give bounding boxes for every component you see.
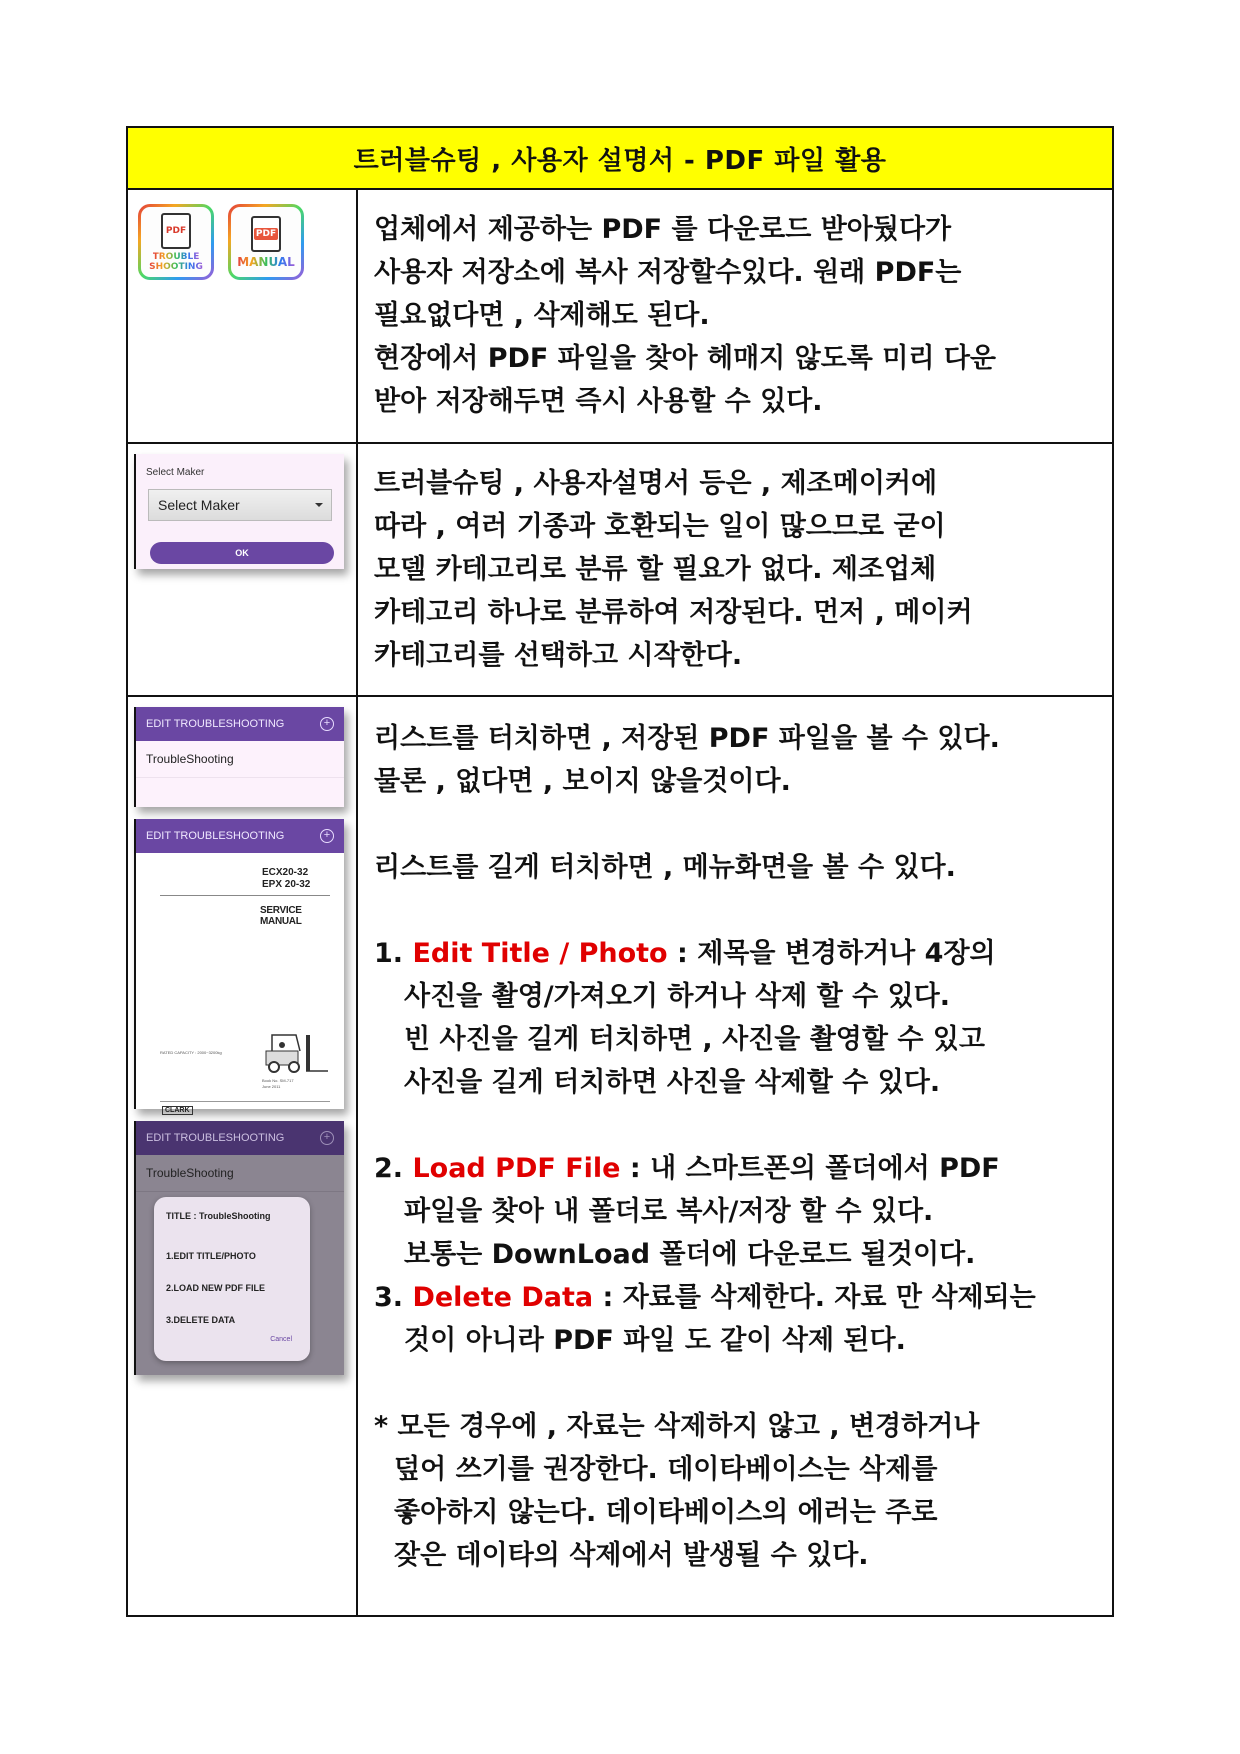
row2-text-cell: [358, 444, 1112, 695]
text-line: 카테고리 하나로 분류하여 저장된다. 먼저 , 메이커: [374, 597, 973, 628]
list-item[interactable]: TroubleShooting: [136, 741, 344, 778]
note-line: * 모든 경우에 , 자료는 삭제하지 않고 , 변경하거나: [374, 1411, 980, 1442]
row-list-menu: [128, 697, 1112, 1615]
menu-item-edit-title-photo[interactable]: 1.EDIT TITLE/PHOTO: [166, 1251, 256, 1261]
rated-capacity: RATED CAPACITY : 2000~3200kg: [160, 1050, 222, 1055]
app-bar: [136, 707, 344, 741]
text-line: 업체에서 제공하는 PDF 를 다운로드 받아뒀다가: [374, 214, 952, 245]
divider: [160, 1101, 330, 1102]
list-item[interactable]: TroubleShooting: [136, 1155, 344, 1192]
divider: [160, 895, 330, 896]
text-line: 리스트를 길게 터치하면 , 메뉴화면을 볼 수 있다.: [374, 852, 956, 883]
item-number: 2.: [374, 1153, 413, 1184]
text-line: 사진을 촬영/가져오기 하거나 삭제 할 수 있다.: [404, 981, 950, 1012]
text-line: 모델 카테고리로 분류 할 필요가 없다. 제조업체: [374, 554, 937, 585]
icon-label: MANUAL: [237, 254, 295, 269]
select-maker-screenshot: [134, 454, 344, 569]
item-text: : 내 스마트폰의 폴더에서 PDF: [620, 1153, 1000, 1184]
item-keyword: Load PDF File: [412, 1153, 621, 1184]
maker-dropdown[interactable]: [148, 489, 332, 521]
item-keyword: Edit Title / Photo: [412, 938, 668, 969]
app-bar: [136, 819, 344, 853]
book-number: Book No. SM-717: [262, 1078, 294, 1083]
text-line: 리스트를 터치하면 , 저장된 PDF 파일을 볼 수 있다.: [374, 723, 1000, 754]
spacer: [374, 889, 1096, 932]
row-select-maker: [128, 444, 1112, 697]
pdf-document-icon: PDF: [161, 213, 191, 249]
pdf-page: [136, 853, 344, 1114]
icon-label: TROUBLE: [152, 251, 200, 262]
text-line: 트러블슈팅 , 사용자설명서 등은 , 제조메이커에: [374, 468, 938, 499]
text-line: 보통는 DownLoad 폴더에 다운로드 될것이다.: [404, 1239, 976, 1270]
text-line: 따라 , 여러 기종과 호환되는 일이 많으므로 굳이: [374, 511, 946, 542]
row3-image-cell: [128, 697, 358, 1615]
page-title: 트러블슈팅 , 사용자 설명서 - PDF 파일 활용: [128, 128, 1112, 190]
text-line: 카테고리를 선택하고 시작한다.: [374, 640, 743, 671]
item-text: : 자료를 삭제한다. 자료 만 삭제되는: [593, 1282, 1036, 1313]
dropdown-caret-icon: [315, 503, 323, 507]
document-table: [126, 126, 1114, 1617]
pdf-document-icon: PDF: [251, 216, 281, 252]
item-keyword: Delete Data: [412, 1282, 594, 1313]
pdf-manual-icon: [228, 204, 304, 280]
add-icon[interactable]: +: [320, 717, 334, 731]
cancel-button[interactable]: Cancel: [270, 1336, 292, 1343]
options-dialog: [154, 1197, 310, 1361]
menu-item-delete-data[interactable]: 3.DELETE DATA: [166, 1315, 236, 1325]
row3-text-cell: [358, 697, 1112, 1615]
book-date: June 2011: [262, 1084, 281, 1089]
dialog-title: TITLE : TroubleShooting: [166, 1211, 271, 1221]
add-icon[interactable]: +: [320, 1131, 334, 1145]
row-pdf-download: [128, 190, 1112, 444]
pdf-troubleshooting-icon: [138, 204, 214, 280]
text-line: 빈 사진을 길게 터치하면 , 사진을 촬영할 수 있고: [404, 1024, 986, 1055]
app-bar-title: EDIT TROUBLESHOOTING: [146, 830, 285, 842]
maker-dropdown-value: Select Maker: [158, 497, 240, 513]
text-line: 파일을 찾아 내 폴더로 복사/저장 할 수 있다.: [404, 1196, 934, 1227]
add-icon[interactable]: +: [320, 829, 334, 843]
text-line: 것이 아니라 PDF 파일 도 같이 삭제 된다.: [404, 1325, 906, 1356]
note-line: 잦은 데이타의 삭제에서 발생될 수 있다.: [394, 1540, 869, 1571]
text-line: 받아 저장해두면 즉시 사용할 수 있다.: [374, 386, 823, 417]
forklift-icon: [262, 1033, 332, 1077]
manual-title: SERVICE MANUAL: [260, 905, 302, 927]
app-bar-title: EDIT TROUBLESHOOTING: [146, 718, 285, 730]
select-maker-label: Select Maker: [146, 467, 205, 478]
brand-logo: CLARK: [162, 1106, 193, 1115]
book-info: [262, 1078, 294, 1090]
pdf-viewer-screenshot: [134, 819, 344, 1114]
app-bar-title: EDIT TROUBLESHOOTING: [146, 1132, 285, 1144]
row1-text-cell: [358, 190, 1112, 442]
item-2-line: [374, 1147, 1096, 1190]
model-numbers: [262, 867, 310, 891]
note-line: 덮어 쓰기를 권장한다. 데이타베이스는 삭제를: [394, 1454, 938, 1485]
menu-item-load-pdf[interactable]: 2.LOAD NEW PDF FILE: [166, 1283, 265, 1293]
text-line: 사진을 길게 터치하면 사진을 삭제할 수 있다.: [404, 1067, 941, 1098]
spacer: [374, 803, 1096, 846]
item-number: 3.: [374, 1282, 413, 1313]
list-screenshot: [134, 707, 344, 807]
model-line: EPX 20-32: [262, 879, 311, 890]
text-line: 현장에서 PDF 파일을 찾아 헤매지 않도록 미리 다운: [374, 343, 997, 374]
model-line: ECX20-32: [262, 867, 309, 878]
menu-dialog-screenshot: [134, 1121, 344, 1375]
item-1-line: [374, 932, 1096, 975]
spacer: [374, 1362, 1096, 1405]
item-3-line: [374, 1276, 1096, 1319]
row1-image-cell: [128, 190, 358, 442]
ok-button[interactable]: OK: [150, 542, 334, 564]
text-line: 필요없다면 , 삭제해도 된다.: [374, 300, 710, 331]
app-bar: [136, 1121, 344, 1155]
row2-image-cell: [128, 444, 358, 695]
icon-label: SHOOTING: [149, 261, 203, 272]
text-line: 사용자 저장소에 복사 저장할수있다. 원래 PDF는: [374, 257, 962, 288]
text-line: 물론 , 없다면 , 보이지 않을것이다.: [374, 766, 791, 797]
note-line: 좋아하지 않는다. 데이타베이스의 에러는 주로: [394, 1497, 938, 1528]
spacer: [374, 1104, 1096, 1147]
item-text: : 제목을 변경하거나 4장의: [667, 938, 996, 969]
item-number: 1.: [374, 938, 413, 969]
